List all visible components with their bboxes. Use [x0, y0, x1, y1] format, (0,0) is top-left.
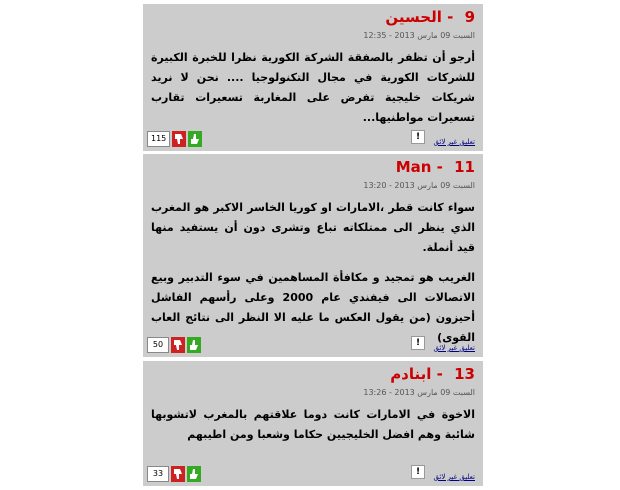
- comment-footer: [147, 335, 477, 353]
- thumb-up-icon[interactable]: [187, 337, 201, 353]
- comment-card: [143, 4, 483, 151]
- vote-controls: [147, 337, 201, 353]
- report-link[interactable]: تعليق غير لائق: [433, 473, 475, 481]
- comment-separator: -: [436, 158, 443, 176]
- comment-paragraph: الاخوة في الامارات كانت دوما علاقتهم بالمغرب لاتشوبها شائبة وهم افضل الخليجيين حكاما وشعبا ومن اطيبهم: [151, 408, 475, 441]
- comment-paragraph: الغريب هو تمجيد و مكافأة المساهمين في سوء التدبير وبيع الاتصالات الى فيفندي عام 2000 وعلى رأسهم الفاشل أحيزون (من يقول العكس ما عليه الا النظر الى نتائج العاب القوى): [151, 271, 475, 344]
- thumb-up-icon[interactable]: [187, 466, 201, 482]
- comment-card: [143, 154, 483, 357]
- comment-number: 13: [454, 365, 475, 383]
- comment-header: [143, 154, 483, 192]
- comment-body: [143, 399, 483, 445]
- comment-separator: -: [447, 8, 454, 26]
- comment-title: [151, 157, 475, 177]
- warning-icon[interactable]: !: [411, 465, 425, 479]
- comment-paragraph: سواء كانت قطر ،الامارات او كوريا الخاسر الاكبر هو المغرب الذي ينظر الى ممتلكاته تباع وتشرى دون أن يستفيد منها قيد أنملة.: [151, 201, 475, 254]
- comment-author: ابنادم: [390, 365, 432, 383]
- comment-body: [143, 42, 483, 128]
- thumb-down-icon[interactable]: [172, 131, 186, 147]
- comment-footer: [147, 129, 477, 147]
- vote-controls: [147, 131, 202, 147]
- comment-footer: [147, 464, 477, 482]
- comment-separator: -: [436, 365, 443, 383]
- warning-icon[interactable]: !: [411, 336, 425, 350]
- thumb-down-icon[interactable]: [171, 466, 185, 482]
- comment-author: Man: [395, 158, 432, 176]
- vote-count: 33: [147, 466, 169, 482]
- vote-count: 115: [147, 131, 170, 147]
- comment-card: [143, 361, 483, 486]
- thumb-up-icon[interactable]: [188, 131, 202, 147]
- thumb-down-icon[interactable]: [171, 337, 185, 353]
- comment-date: السبت 09 مارس 2013 - 12:35: [363, 31, 475, 40]
- comment-date: السبت 09 مارس 2013 - 13:20: [363, 181, 475, 190]
- comment-title: [151, 7, 475, 27]
- comment-header: [143, 361, 483, 399]
- comment-date: السبت 09 مارس 2013 - 13:26: [363, 388, 475, 397]
- vote-controls: [147, 466, 201, 482]
- comment-title: [151, 364, 475, 384]
- comment-number: 9: [464, 8, 475, 26]
- comment-author: الحسين: [385, 8, 442, 26]
- comment-number: 11: [454, 158, 475, 176]
- report-link[interactable]: تعليق غير لائق: [433, 138, 475, 146]
- comment-body: [143, 192, 483, 348]
- warning-icon[interactable]: !: [411, 130, 425, 144]
- report-link[interactable]: تعليق غير لائق: [433, 344, 475, 352]
- comment-paragraph: أرجو أن تظفر بالصفقة الشركة الكورية نظرا للخبرة الكبيرة للشركات الكورية في مجال التكنولوجيا .... نحن لا نريد شريكات خليجية تفرض على المغاربة تسعيرات تقارب تسعيرات مواطنيها...: [151, 51, 475, 124]
- comment-header: [143, 4, 483, 42]
- vote-count: 50: [147, 337, 169, 353]
